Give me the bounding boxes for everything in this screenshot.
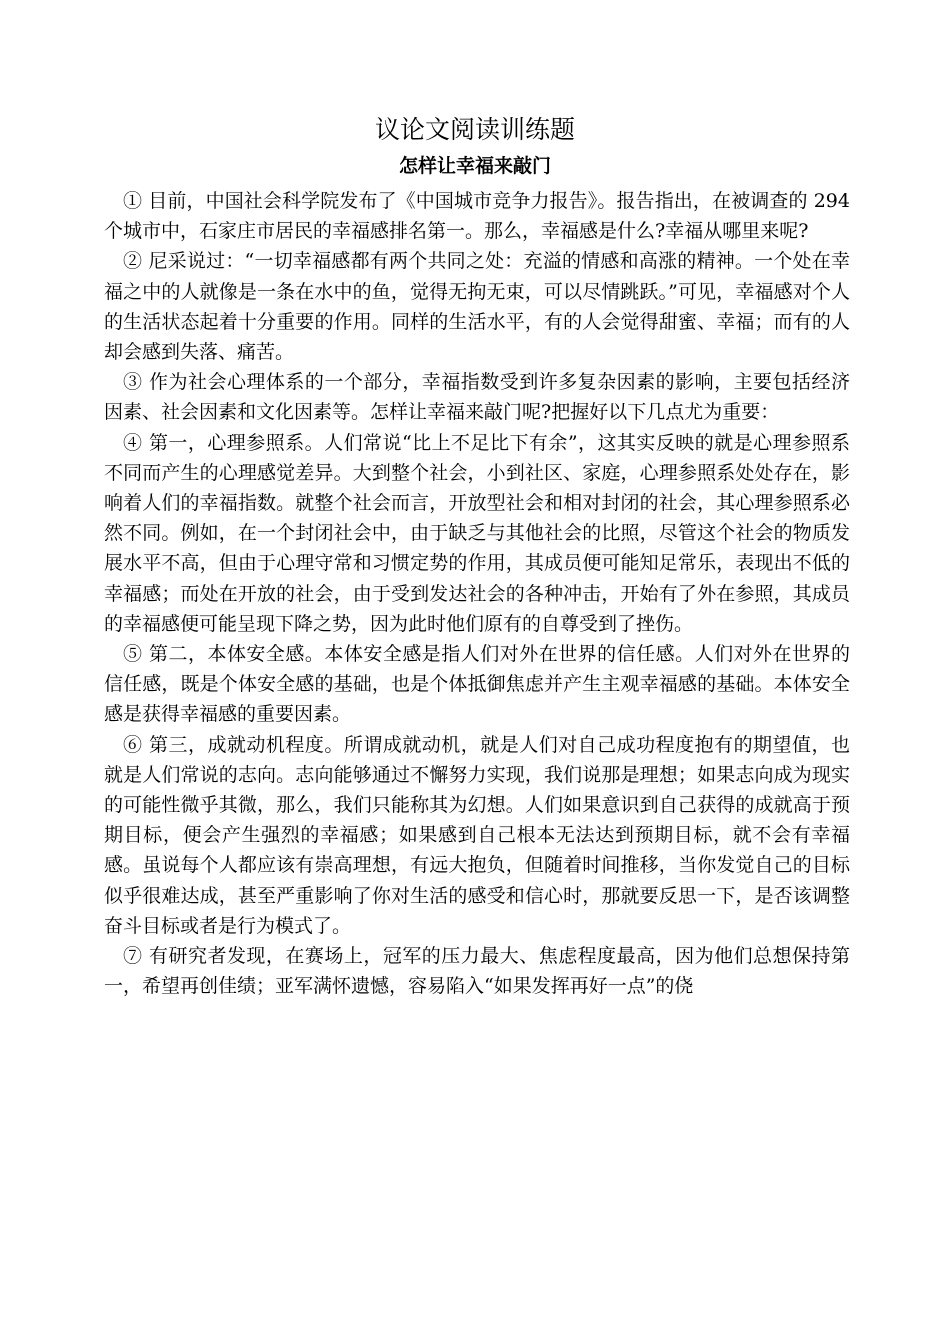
paragraph-6: ⑥ 第三，成就动机程度。所谓成就动机，就是人们对自己成功程度抱有的期望值，也就是人们常说的志向。志向能够通过不懈努力实现，我们说那是理想；如果志向成为现实的可能性微乎其微，那么，我们只能称其为幻想。人们如果意识到自己获得的成就高于预期目标，便会产生强烈的幸福感；如果感到自己根本无法达到预期目标，就不会有幸福感。虽说每个人都应该有崇高理想，有远大抱负，但随着时间推移，当你发觉自己的目标似乎很难达成，甚至严重影响了你对生活的感受和信心时，那就要反思一下，是否该调整奋斗目标或者是行为模式了。: [104, 733, 850, 937]
article-title: 怎样让幸福来敲门: [398, 155, 551, 177]
article-body: [104, 186, 850, 1001]
paragraph-5: ⑤ 第二，本体安全感。本体安全感是指人们对外在世界的信任感。人们对外在世界的信任感，既是个体安全感的基础，也是个体抵御焦虑并产生主观幸福感的基础。本体安全感是获得幸福感的重要因素。: [104, 643, 850, 726]
paragraph-7: ⑦ 有研究者发现，在赛场上，冠军的压力最大、焦虑程度最高，因为他们总想保持第一，希望再创佳绩；亚军满怀遗憾，容易陷入“如果发挥再好一点”的侥: [104, 945, 850, 998]
paragraph-4: ④ 第一，心理参照系。人们常说“比上不足比下有余”，这其实反映的就是心理参照系不同而产生的心理感觉差异。大到整个社会，小到社区、家庭，心理参照系处处存在，影响着人们的幸福指数。就整个社会而言，开放型社会和相对封闭的社会，其心理参照系必然不同。例如，在一个封闭社会中，由于缺乏与其他社会的比照，尽管这个社会的物质发展水平不高，但由于心理守常和习惯定势的作用，其成员便可能知足常乐，表现出不低的幸福感；而处在开放的社会，由于受到发达社会的各种冲击，开始有了外在参照，其成员的幸福感便可能呈现下降之势，因为此时他们原有的自尊受到了挫伤。: [104, 431, 850, 635]
paragraph-1: ① 目前，中国社会科学院发布了《中国城市竞争力报告》。报告指出，在被调查的 294 个城市中，石家庄市居民的幸福感排名第一。那么，幸福感是什么?幸福从哪里来呢?: [104, 190, 850, 243]
paragraph-2: ② 尼采说过：“一切幸福感都有两个共同之处：充溢的情感和高涨的精神。一个处在幸福之中的人就像是一条在水中的鱼，觉得无拘无束，可以尽情跳跃。”可见，幸福感对个人的生活状态起着十分重要的作用。同样的生活水平，有的人会觉得甜蜜、幸福；而有的人却会感到失落、痛苦。: [104, 250, 850, 364]
document-title: 议论文阅读训练题: [374, 115, 575, 144]
paragraph-3: ③ 作为社会心理体系的一个部分，幸福指数受到许多复杂因素的影响，主要包括经济因素、社会因素和文化因素等。怎样让幸福来敲门呢?把握好以下几点尤为重要：: [104, 371, 850, 424]
